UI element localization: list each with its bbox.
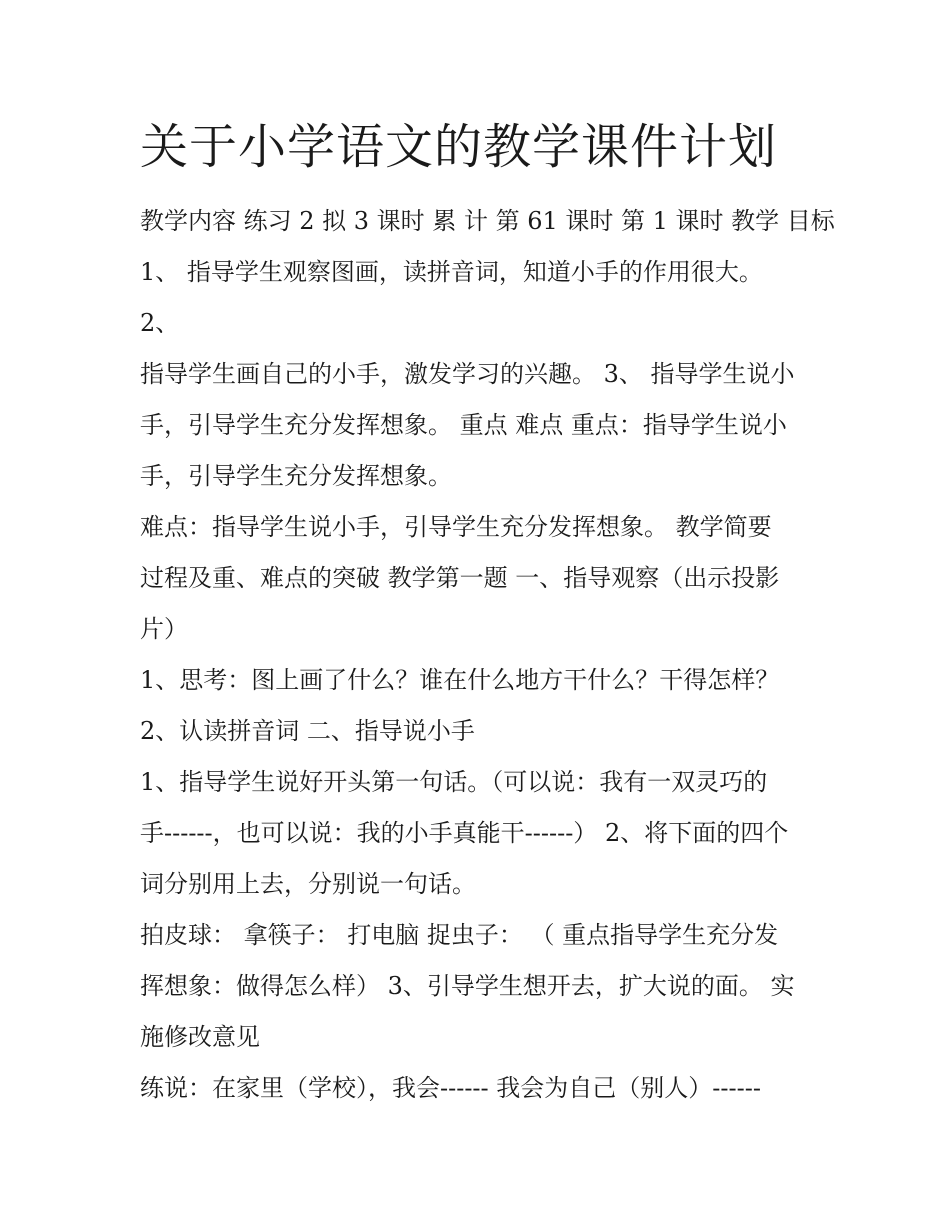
paragraph-practice-words (140, 910, 820, 1063)
paragraph-difficulty (140, 502, 820, 655)
text-line: 2、认读拼音词 二、指导说小手 (140, 717, 475, 745)
text-line: 手------，也可以说：我的小手真能干------） 2、将下面的四个 (140, 819, 789, 847)
paragraph-pinyin (140, 706, 820, 757)
paragraph-goal-2-3 (140, 349, 820, 502)
text-line: 1、 指导学生观察图画，读拼音词，知道小手的作用很大。 (140, 258, 763, 286)
text-line: 练说：在家里（学校），我会------ 我会为自己（别人）------ (140, 1074, 761, 1102)
text-line: 词分别用上去，分别说一句话。 (140, 870, 476, 898)
text-line: 手，引导学生充分发挥想象。 重点 难点 重点：指导学生说小 (140, 411, 787, 439)
document-body (140, 196, 835, 1114)
paragraph-first-sentence (140, 757, 820, 910)
paragraph-think (140, 655, 820, 706)
text-line: 教学内容 练习 2 拟 3 课时 累 计 第 61 课时 第 1 课时 教学 目标 (140, 207, 835, 235)
paragraph-goal-1 (140, 247, 820, 298)
text-line: 片） (140, 615, 188, 643)
text-line: 1、思考：图上画了什么？谁在什么地方干什么？干得怎样？ (140, 666, 780, 694)
text-line: 过程及重、难点的突破 教学第一题 一、指导观察（出示投影 (140, 564, 780, 592)
text-line: 拍皮球： 拿筷子： 打电脑 捉虫子： （ 重点指导学生充分发 (140, 921, 779, 949)
text-line: 1、指导学生说好开头第一句话。（可以说：我有一双灵巧的 (140, 768, 768, 796)
text-line: 挥想象：做得怎么样） 3、引导学生想开去，扩大说的面。 实 (140, 972, 795, 1000)
paragraph-goal-2-marker (140, 298, 820, 349)
text-line: 指导学生画自己的小手，激发学习的兴趣。 3、 指导学生说小 (140, 360, 795, 388)
paragraph-teaching-content (140, 196, 835, 247)
paragraph-speaking-practice (140, 1063, 820, 1114)
text-line: 难点：指导学生说小手，引导学生充分发挥想象。 教学简要 (140, 513, 772, 541)
text-line: 2、 (140, 309, 180, 337)
text-line: 施修改意见 (140, 1023, 260, 1051)
document-title: 关于小学语文的教学课件计划 (140, 119, 778, 175)
text-line: 手，引导学生充分发挥想象。 (140, 462, 452, 490)
